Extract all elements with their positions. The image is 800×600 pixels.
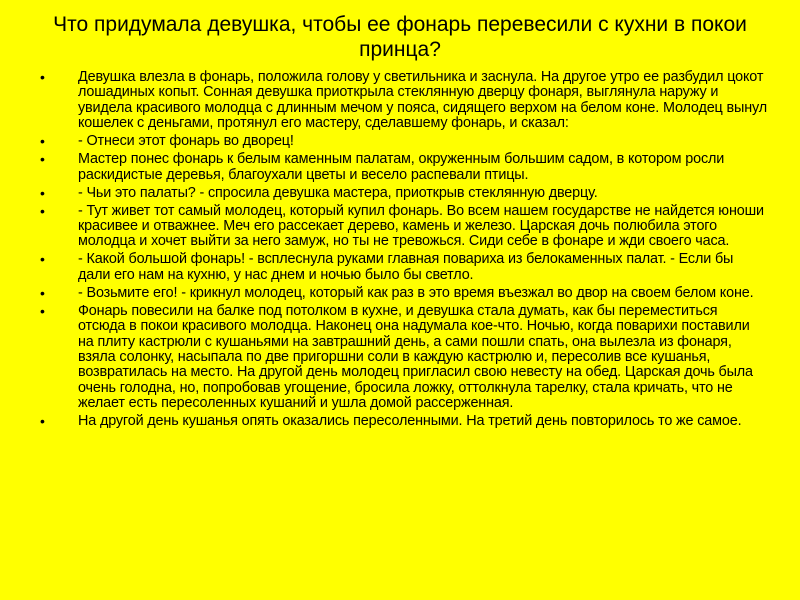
bullet-icon: • [40,413,45,430]
bullet-list [40,70,768,432]
list-item [40,70,768,132]
paragraph-text: Девушка влезла в фонарь, положила голову у светильника и заснула. На другое утро ее разбудил цокот лошадиных копыт. Сонная девушка приоткрыла стеклянную дверцу фонаря, выглянула наружу и увидела красивого молодца с длинным мечом у пояса, сидящего верхом на белом коне. Молодец вынул кошелек с деньгами, протянул его мастеру, сделавшему фонарь, и сказал: [78,69,767,132]
list-item [40,252,768,283]
paragraph-text: На другой день кушанья опять оказались пересоленными. На третий день повторилось то же самое. [78,413,742,430]
slide-title: Что придумала девушка, чтобы ее фонарь перевесили с кухни в покои принца? [53,13,747,61]
paragraph-text: - Чьи это палаты? - спросила девушка мастера, приоткрыв стеклянную дверцу. [78,184,598,201]
bullet-icon: • [40,251,45,268]
paragraph-text: - Тут живет тот самый молодец, который купил фонарь. Во всем нашем государстве не найдется юноши красивее и отважнее. Меч его рассекает дерево, камень и железо. Царская дочь полюбила этого молодца и хочет выйти за него замуж, но ты не тревожься. Сиди себе в фонаре и жди своего часа. [78,202,764,250]
list-item [40,304,768,412]
bullet-icon: • [40,302,45,319]
paragraph-text: - Какой большой фонарь! - всплеснула руками главная повариха из белокаменных палат. - Если бы дали его нам на кухню, у нас днем и ночью было бы светло. [78,251,734,283]
bullet-icon: • [40,184,45,201]
paragraph-text: Мастер понес фонарь к белым каменным палатам, окруженным большим садом, в котором росли раскидистые деревья, благоухали цветы и весело распевали птицы. [78,151,725,183]
paragraph-text: - Возьмите его! - крикнул молодец, который как раз в это время въезжал во двор на своем белом коне. [78,284,754,301]
bullet-icon: • [40,133,45,150]
paragraph-text: Фонарь повесили на балке под потолком в кухне, и девушка стала думать, как бы переместиться отсюда в покои красивого молодца. Наконец она надумала кое-что. Ночью, когда поварихи поставили на плиту кастрюли с кушаньями на завтрашний день, а сами пошли спать, она вылезла из фонаря, взяла солонку, насыпала по две пригоршни соли в каждую кастрюлю и, пересолив все кушанья, возвратилась на место. На другой день молодец пригласил свою невесту на обед. Царская дочь была очень голодна, но, попробовав угощение, бросила ложку, оттолкнула тарелку, стала кричать, что не желает есть пересоленных кушаний и ушла домой рассерженная. [78,302,753,412]
bullet-icon: • [40,284,45,301]
paragraph-text: - Отнеси этот фонарь во дворец! [78,133,294,150]
list-item [40,286,768,301]
bullet-icon: • [40,151,45,168]
list-item [40,134,768,149]
list-item [40,152,768,183]
list-item [40,204,768,250]
bullet-icon: • [40,69,45,85]
list-item [40,414,768,429]
list-item [40,186,768,201]
bullet-icon: • [40,202,45,219]
